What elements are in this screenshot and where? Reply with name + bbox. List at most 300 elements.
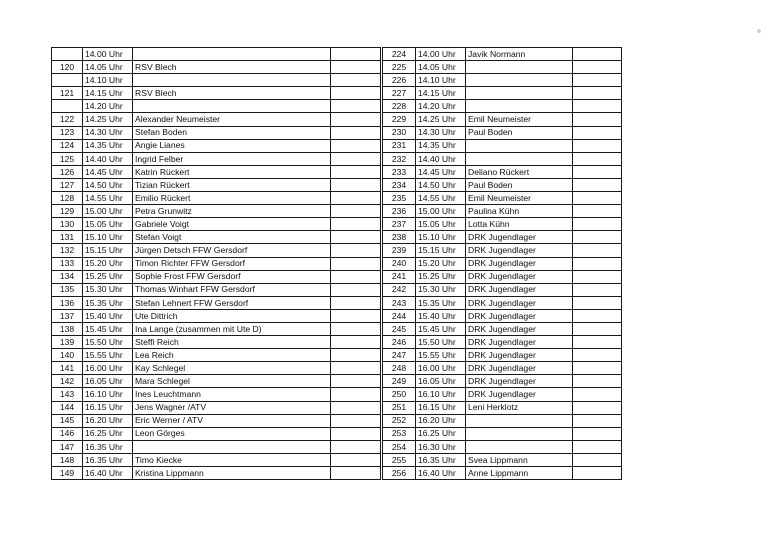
empty-cell (331, 427, 381, 440)
table-row (52, 283, 381, 296)
participant-name: Emil Neumeister (466, 113, 573, 126)
table-row (52, 244, 381, 257)
entry-number: 228 (383, 100, 416, 113)
table-row (383, 61, 622, 74)
start-time: 14.20 Uhr (416, 100, 466, 113)
entry-number: 140 (52, 349, 83, 362)
empty-cell (573, 296, 622, 309)
entry-number: 237 (383, 218, 416, 231)
empty-cell (573, 74, 622, 87)
participant-name: DRK Jugendlager (466, 336, 573, 349)
participant-name: Leon Görges (133, 427, 331, 440)
entry-number: 126 (52, 165, 83, 178)
table-row (52, 257, 381, 270)
entry-number: 256 (383, 467, 416, 480)
empty-cell (331, 244, 381, 257)
empty-cell (573, 414, 622, 427)
start-time: 14.40 Uhr (83, 152, 133, 165)
table-row (52, 74, 381, 87)
entry-number: 239 (383, 244, 416, 257)
right-schedule-table (382, 47, 622, 480)
empty-cell (573, 257, 622, 270)
start-time: 16.30 Uhr (416, 440, 466, 453)
entry-number: 250 (383, 388, 416, 401)
entry-number: 128 (52, 192, 83, 205)
empty-cell (331, 257, 381, 270)
table-row (383, 427, 622, 440)
start-time: 14.45 Uhr (83, 165, 133, 178)
table-row (383, 375, 622, 388)
table-row (383, 87, 622, 100)
table-row (52, 349, 381, 362)
participant-name: Emilio Rückert (133, 192, 331, 205)
empty-cell (573, 126, 622, 139)
start-time: 16.25 Uhr (83, 427, 133, 440)
table-row (383, 100, 622, 113)
entry-number: 238 (383, 231, 416, 244)
start-time: 16.15 Uhr (83, 401, 133, 414)
table-row (52, 401, 381, 414)
table-row (52, 165, 381, 178)
participant-name (466, 414, 573, 427)
entry-number: 148 (52, 453, 83, 466)
participant-name: Leni Herklotz (466, 401, 573, 414)
start-time: 14.25 Uhr (416, 113, 466, 126)
entry-number: 132 (52, 244, 83, 257)
start-time: 16.10 Uhr (83, 388, 133, 401)
empty-cell (331, 401, 381, 414)
start-time: 16.15 Uhr (416, 401, 466, 414)
left-schedule-table (51, 47, 381, 480)
empty-cell (573, 152, 622, 165)
empty-cell (573, 100, 622, 113)
empty-cell (331, 192, 381, 205)
empty-cell (573, 401, 622, 414)
table-row (52, 362, 381, 375)
entry-number: 149 (52, 467, 83, 480)
table-row (383, 126, 622, 139)
table-row (52, 467, 381, 480)
empty-cell (331, 139, 381, 152)
table-row (52, 205, 381, 218)
table-row (383, 414, 622, 427)
empty-cell (573, 270, 622, 283)
entry-number: 143 (52, 388, 83, 401)
table-row (383, 322, 622, 335)
participant-name: Stefan Lehnert FFW Gersdorf (133, 296, 331, 309)
entry-number: 236 (383, 205, 416, 218)
participant-name: Jürgen Detsch FFW Gersdorf (133, 244, 331, 257)
start-time: 16.25 Uhr (416, 427, 466, 440)
participant-name (133, 48, 331, 61)
participant-name: Thomas Winhart FFW Gersdorf (133, 283, 331, 296)
entry-number: 241 (383, 270, 416, 283)
table-row (383, 178, 622, 191)
empty-cell (331, 414, 381, 427)
entry-number: 147 (52, 440, 83, 453)
empty-cell (573, 165, 622, 178)
table-row (383, 362, 622, 375)
table-row (383, 48, 622, 61)
table-row (52, 309, 381, 322)
empty-cell (573, 231, 622, 244)
start-time: 16.00 Uhr (83, 362, 133, 375)
participant-name: Kay Schlegel (133, 362, 331, 375)
participant-name (466, 440, 573, 453)
start-time: 15.00 Uhr (83, 205, 133, 218)
start-time: 16.40 Uhr (83, 467, 133, 480)
start-time: 15.25 Uhr (416, 270, 466, 283)
empty-cell (331, 270, 381, 283)
entry-number (52, 100, 83, 113)
entry-number: 124 (52, 139, 83, 152)
start-time: 15.55 Uhr (83, 349, 133, 362)
participant-name: Ina Lange (zusammen mit Ute D) (133, 322, 331, 335)
empty-cell (573, 48, 622, 61)
table-row (383, 440, 622, 453)
empty-cell (573, 178, 622, 191)
empty-cell (573, 205, 622, 218)
empty-cell (573, 244, 622, 257)
participant-name (133, 74, 331, 87)
participant-name: DRK Jugendlager (466, 309, 573, 322)
participant-name: DRK Jugendlager (466, 231, 573, 244)
participant-name: Anne Lippmann (466, 467, 573, 480)
participant-name: DRK Jugendlager (466, 257, 573, 270)
participant-name: RSV Blech (133, 61, 331, 74)
empty-cell (331, 283, 381, 296)
entry-number: 145 (52, 414, 83, 427)
start-time: 15.45 Uhr (416, 322, 466, 335)
empty-cell (573, 87, 622, 100)
entry-number (52, 48, 83, 61)
empty-cell (573, 349, 622, 362)
table-row (52, 100, 381, 113)
empty-cell (573, 427, 622, 440)
table-row (383, 283, 622, 296)
start-time: 15.30 Uhr (416, 283, 466, 296)
start-time: 16.35 Uhr (416, 453, 466, 466)
participant-name: DRK Jugendlager (466, 375, 573, 388)
start-time: 14.40 Uhr (416, 152, 466, 165)
start-time: 14.10 Uhr (416, 74, 466, 87)
start-time: 16.05 Uhr (83, 375, 133, 388)
empty-cell (331, 309, 381, 322)
participant-name: Stefan Boden (133, 126, 331, 139)
participant-name: Gabriele Voigt (133, 218, 331, 231)
start-time: 14.55 Uhr (416, 192, 466, 205)
entry-number: 123 (52, 126, 83, 139)
start-time: 14.35 Uhr (83, 139, 133, 152)
start-time: 14.30 Uhr (416, 126, 466, 139)
start-time: 14.35 Uhr (416, 139, 466, 152)
table-row (383, 152, 622, 165)
entry-number: 146 (52, 427, 83, 440)
empty-cell (331, 375, 381, 388)
entry-number: 125 (52, 152, 83, 165)
entry-number: 245 (383, 322, 416, 335)
table-row (383, 205, 622, 218)
table-row (52, 414, 381, 427)
table-row (52, 139, 381, 152)
empty-cell (573, 467, 622, 480)
entry-number: 144 (52, 401, 83, 414)
entry-number: 130 (52, 218, 83, 231)
empty-cell (573, 375, 622, 388)
entry-number: 138 (52, 322, 83, 335)
empty-cell (331, 178, 381, 191)
table-row (383, 139, 622, 152)
table-row (383, 453, 622, 466)
table-row (52, 152, 381, 165)
participant-name (466, 139, 573, 152)
participant-name: Katrin Rückert (133, 165, 331, 178)
entry-number: 135 (52, 283, 83, 296)
participant-name: DRK Jugendlager (466, 322, 573, 335)
participant-name (133, 100, 331, 113)
start-time: 16.35 Uhr (83, 440, 133, 453)
start-time: 15.55 Uhr (416, 349, 466, 362)
table-row (383, 270, 622, 283)
start-time: 15.50 Uhr (83, 336, 133, 349)
start-time: 15.50 Uhr (416, 336, 466, 349)
empty-cell (331, 467, 381, 480)
start-time: 14.55 Uhr (83, 192, 133, 205)
entry-number: 127 (52, 178, 83, 191)
participant-name: Timon Richter FFW Gersdorf (133, 257, 331, 270)
entry-number: 255 (383, 453, 416, 466)
empty-cell (573, 362, 622, 375)
start-time: 15.30 Uhr (83, 283, 133, 296)
entry-number: 243 (383, 296, 416, 309)
start-time: 14.05 Uhr (83, 61, 133, 74)
table-row (383, 336, 622, 349)
table-row (52, 178, 381, 191)
table-row (383, 74, 622, 87)
participant-name: Paul Boden (466, 178, 573, 191)
participant-name (466, 100, 573, 113)
participant-name: RSV Blech (133, 87, 331, 100)
table-row (52, 336, 381, 349)
entry-number: 225 (383, 61, 416, 74)
participant-name: DRK Jugendlager (466, 388, 573, 401)
empty-cell (573, 61, 622, 74)
entry-number: 229 (383, 113, 416, 126)
start-time: 14.30 Uhr (83, 126, 133, 139)
participant-name (466, 87, 573, 100)
table-row (383, 257, 622, 270)
participant-name (466, 61, 573, 74)
start-time: 14.20 Uhr (83, 100, 133, 113)
participant-name: Kristina Lippmann (133, 467, 331, 480)
start-time: 15.05 Uhr (416, 218, 466, 231)
entry-number: 139 (52, 336, 83, 349)
table-row (52, 440, 381, 453)
table-row (383, 218, 622, 231)
empty-cell (331, 126, 381, 139)
empty-cell (573, 388, 622, 401)
start-time: 15.40 Uhr (416, 309, 466, 322)
entry-number: 133 (52, 257, 83, 270)
start-time: 15.20 Uhr (83, 257, 133, 270)
start-time: 14.45 Uhr (416, 165, 466, 178)
empty-cell (573, 322, 622, 335)
entry-number: 251 (383, 401, 416, 414)
table-row (383, 309, 622, 322)
participant-name: Lea Reich (133, 349, 331, 362)
participant-name: DRK Jugendlager (466, 296, 573, 309)
entry-number: 129 (52, 205, 83, 218)
start-time: 16.35 Uhr (83, 453, 133, 466)
table-row (383, 244, 622, 257)
empty-cell (331, 48, 381, 61)
table-row (383, 349, 622, 362)
empty-cell (331, 74, 381, 87)
start-time: 15.15 Uhr (416, 244, 466, 257)
participant-name (466, 152, 573, 165)
start-time: 16.20 Uhr (416, 414, 466, 427)
table-row (52, 231, 381, 244)
entry-number: 252 (383, 414, 416, 427)
start-time: 15.20 Uhr (416, 257, 466, 270)
participant-name: DRK Jugendlager (466, 244, 573, 257)
entry-number: 254 (383, 440, 416, 453)
participant-name: Steffi Reich (133, 336, 331, 349)
empty-cell (331, 322, 381, 335)
table-row (52, 48, 381, 61)
table-row (52, 126, 381, 139)
start-time: 15.10 Uhr (416, 231, 466, 244)
empty-cell (573, 139, 622, 152)
entry-number: 122 (52, 113, 83, 126)
start-time: 15.00 Uhr (416, 205, 466, 218)
entry-number: 136 (52, 296, 83, 309)
start-time: 15.35 Uhr (83, 296, 133, 309)
start-time: 16.10 Uhr (416, 388, 466, 401)
empty-cell (331, 218, 381, 231)
start-time: 14.10 Uhr (83, 74, 133, 87)
participant-name: DRK Jugendlager (466, 283, 573, 296)
table-row (52, 218, 381, 231)
empty-cell (331, 231, 381, 244)
table-row (52, 113, 381, 126)
participant-name: Timo Kiecke (133, 453, 331, 466)
entry-number: 121 (52, 87, 83, 100)
start-time: 14.25 Uhr (83, 113, 133, 126)
entry-number: 141 (52, 362, 83, 375)
table-row (52, 375, 381, 388)
participant-name: Javik Normann (466, 48, 573, 61)
empty-cell (331, 362, 381, 375)
participant-name: Eric Werner / ATV (133, 414, 331, 427)
empty-cell (331, 87, 381, 100)
empty-cell (573, 283, 622, 296)
participant-name: Sophie Frost FFW Gersdorf (133, 270, 331, 283)
empty-cell (331, 152, 381, 165)
start-time: 14.00 Uhr (83, 48, 133, 61)
participant-name (133, 440, 331, 453)
start-time: 16.05 Uhr (416, 375, 466, 388)
entry-number: 142 (52, 375, 83, 388)
start-time: 16.40 Uhr (416, 467, 466, 480)
table-row (383, 231, 622, 244)
table-row (383, 401, 622, 414)
empty-cell (573, 113, 622, 126)
entry-number: 233 (383, 165, 416, 178)
table-row (383, 165, 622, 178)
entry-number: 224 (383, 48, 416, 61)
empty-cell (331, 349, 381, 362)
participant-name: Ute Dittrich (133, 309, 331, 322)
empty-cell (331, 61, 381, 74)
participant-name: Stefan Voigt (133, 231, 331, 244)
entry-number: 231 (383, 139, 416, 152)
entry-number: 246 (383, 336, 416, 349)
start-time: 15.05 Uhr (83, 218, 133, 231)
participant-name: Jens Wagner /ATV (133, 401, 331, 414)
empty-cell (331, 205, 381, 218)
start-time: 14.50 Uhr (83, 178, 133, 191)
participant-name: Paul Boden (466, 126, 573, 139)
participant-name: Petra Grunwitz (133, 205, 331, 218)
participant-name: Ingrid Felber (133, 152, 331, 165)
entry-number: 240 (383, 257, 416, 270)
scan-speck (757, 29, 761, 33)
entry-number: 249 (383, 375, 416, 388)
participant-name: DRK Jugendlager (466, 362, 573, 375)
start-time: 14.15 Uhr (416, 87, 466, 100)
participant-name: Lotta Kühn (466, 218, 573, 231)
table-row (383, 388, 622, 401)
empty-cell (573, 336, 622, 349)
entry-number: 134 (52, 270, 83, 283)
start-time: 16.00 Uhr (416, 362, 466, 375)
participant-name: Angie Lianes (133, 139, 331, 152)
empty-cell (573, 192, 622, 205)
start-time: 15.35 Uhr (416, 296, 466, 309)
start-time: 15.45 Uhr (83, 322, 133, 335)
table-row (383, 192, 622, 205)
start-time: 15.25 Uhr (83, 270, 133, 283)
table-row (52, 192, 381, 205)
start-time: 14.15 Uhr (83, 87, 133, 100)
empty-cell (331, 100, 381, 113)
empty-cell (331, 296, 381, 309)
empty-cell (331, 453, 381, 466)
empty-cell (573, 440, 622, 453)
entry-number: 248 (383, 362, 416, 375)
entry-number: 244 (383, 309, 416, 322)
participant-name: Paulina Kühn (466, 205, 573, 218)
start-time: 15.40 Uhr (83, 309, 133, 322)
entry-number: 230 (383, 126, 416, 139)
participant-name: DRK Jugendlager (466, 270, 573, 283)
empty-cell (331, 388, 381, 401)
empty-cell (331, 440, 381, 453)
entry-number: 253 (383, 427, 416, 440)
table-row (52, 61, 381, 74)
participant-name: Deliano Rückert (466, 165, 573, 178)
empty-cell (331, 113, 381, 126)
table-row (52, 388, 381, 401)
entry-number: 227 (383, 87, 416, 100)
entry-number: 226 (383, 74, 416, 87)
participant-name: Ines Leuchtmann (133, 388, 331, 401)
participant-name: Mara Schlegel (133, 375, 331, 388)
participant-name: Emil Neumeister (466, 192, 573, 205)
entry-number: 234 (383, 178, 416, 191)
start-time: 14.05 Uhr (416, 61, 466, 74)
